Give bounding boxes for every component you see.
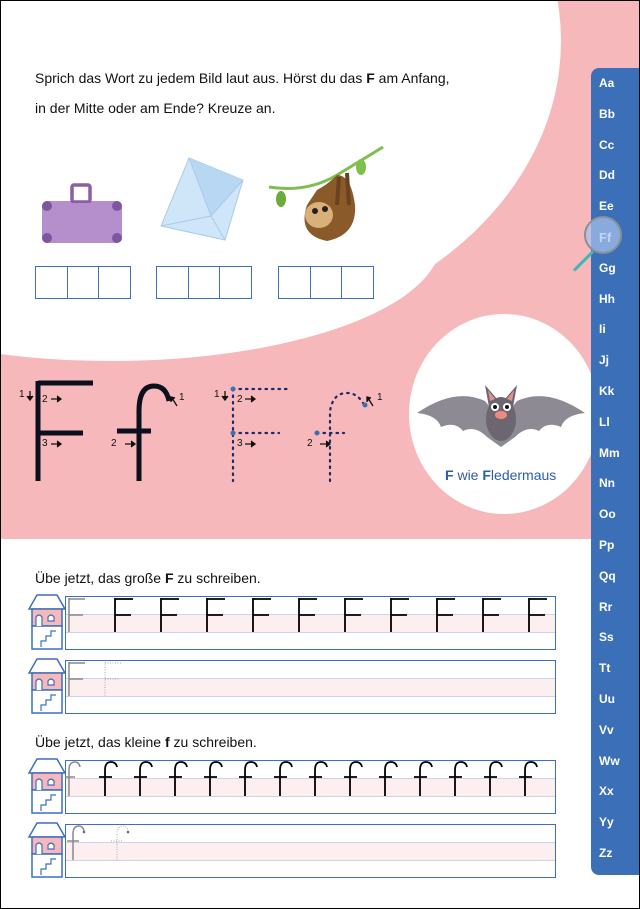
answer-boxes-suitcase	[35, 266, 131, 299]
answer-box-end[interactable]	[98, 266, 131, 299]
instruction-text: in der Mitte oder am Ende? Kreuze an.	[35, 100, 276, 116]
stroke-number: 2	[237, 394, 243, 405]
alphabet-tab-r[interactable]: Rr	[599, 600, 613, 614]
house-icon	[27, 757, 67, 815]
stroke-number: 2	[42, 394, 48, 405]
alphabet-tab-e[interactable]: Ee	[599, 199, 614, 213]
instruction-letter: f	[164, 734, 170, 750]
stroke-number: 1	[377, 392, 383, 403]
alphabet-tab-i[interactable]: Ii	[599, 322, 606, 336]
stroke-number: 3	[237, 438, 243, 449]
stroke-number: 1	[214, 389, 220, 400]
alphabet-index	[591, 68, 640, 875]
instruction-text: am Anfang,	[374, 70, 450, 86]
alphabet-tab-p[interactable]: Pp	[599, 538, 615, 552]
answer-boxes-envelope	[156, 266, 252, 299]
answer-box-end[interactable]	[341, 266, 374, 299]
practice-instruction-lower	[35, 727, 257, 757]
suitcase-picture	[41, 201, 123, 245]
answer-box-start[interactable]	[156, 266, 189, 299]
alphabet-tab-b[interactable]: Bb	[599, 107, 615, 121]
alphabet-tab-j[interactable]: Jj	[599, 353, 610, 367]
alphabet-tab-x[interactable]: Xx	[599, 784, 614, 798]
instruction-text: Übe jetzt, das große	[35, 570, 165, 586]
alphabet-tab-h[interactable]: Hh	[599, 292, 615, 306]
feature-caption	[445, 467, 556, 483]
letter-row-lower-trace	[65, 824, 185, 864]
task-instruction	[35, 63, 450, 123]
alphabet-tab-w[interactable]: Ww	[599, 754, 620, 768]
alphabet-tab-t[interactable]: Tt	[599, 661, 611, 675]
alphabet-tab-d[interactable]: Dd	[599, 168, 615, 182]
caption-text: ledermaus	[490, 467, 557, 483]
alphabet-tab-z[interactable]: Zz	[599, 846, 613, 860]
alphabet-tab-a[interactable]: Aa	[599, 76, 615, 90]
stroke-order-demo	[1, 371, 401, 491]
answer-box-middle[interactable]	[67, 266, 100, 299]
stroke-number: 1	[19, 389, 25, 400]
answer-box-middle[interactable]	[310, 266, 343, 299]
answer-box-middle[interactable]	[188, 266, 221, 299]
caption-letter: F	[482, 467, 491, 483]
sloth-picture	[267, 145, 387, 245]
alphabet-tab-k[interactable]: Kk	[599, 384, 615, 398]
alphabet-tab-o[interactable]: Oo	[599, 507, 616, 521]
stroke-number: 1	[179, 392, 185, 403]
answer-box-end[interactable]	[219, 266, 252, 299]
alphabet-tab-g[interactable]: Gg	[599, 261, 616, 275]
magnifier-icon	[584, 216, 622, 254]
letter-row-upper-model	[65, 596, 556, 636]
letter-row-upper-trace	[65, 660, 185, 700]
answer-box-start[interactable]	[278, 266, 311, 299]
alphabet-tab-s[interactable]: Ss	[599, 630, 614, 644]
envelope-picture	[159, 156, 249, 246]
letter-row-lower-model	[65, 760, 556, 800]
answer-box-start[interactable]	[35, 266, 68, 299]
alphabet-tab-n[interactable]: Nn	[599, 476, 615, 490]
instruction-text: Sprich das Wort zu jedem Bild laut aus. Hörst du das	[35, 70, 367, 86]
alphabet-tab-c[interactable]: Cc	[599, 138, 615, 152]
alphabet-tab-v[interactable]: Vv	[599, 723, 614, 737]
answer-boxes-sloth	[278, 266, 374, 299]
instruction-text: Übe jetzt, das kleine	[35, 734, 165, 750]
caption-text: wie	[453, 467, 483, 483]
instruction-text: zu schreiben.	[173, 570, 261, 586]
instruction-letter: F	[164, 570, 174, 586]
instruction-text: zu schreiben.	[169, 734, 257, 750]
house-icon	[27, 593, 67, 651]
caption-letter: F	[445, 467, 454, 483]
alphabet-tab-m[interactable]: Mm	[599, 446, 620, 460]
practice-instruction-upper	[35, 563, 261, 593]
house-icon	[27, 821, 67, 879]
suitcase-handle	[70, 183, 94, 203]
bat-picture	[415, 381, 587, 451]
house-icon	[27, 657, 67, 715]
stroke-number: 2	[111, 438, 117, 449]
stroke-number: 3	[42, 438, 48, 449]
instruction-letter: F	[366, 70, 375, 86]
alphabet-tab-u[interactable]: Uu	[599, 692, 615, 706]
stroke-number: 2	[307, 438, 313, 449]
alphabet-tab-l[interactable]: Ll	[599, 415, 610, 429]
alphabet-tab-q[interactable]: Qq	[599, 569, 616, 583]
alphabet-tab-y[interactable]: Yy	[599, 815, 614, 829]
